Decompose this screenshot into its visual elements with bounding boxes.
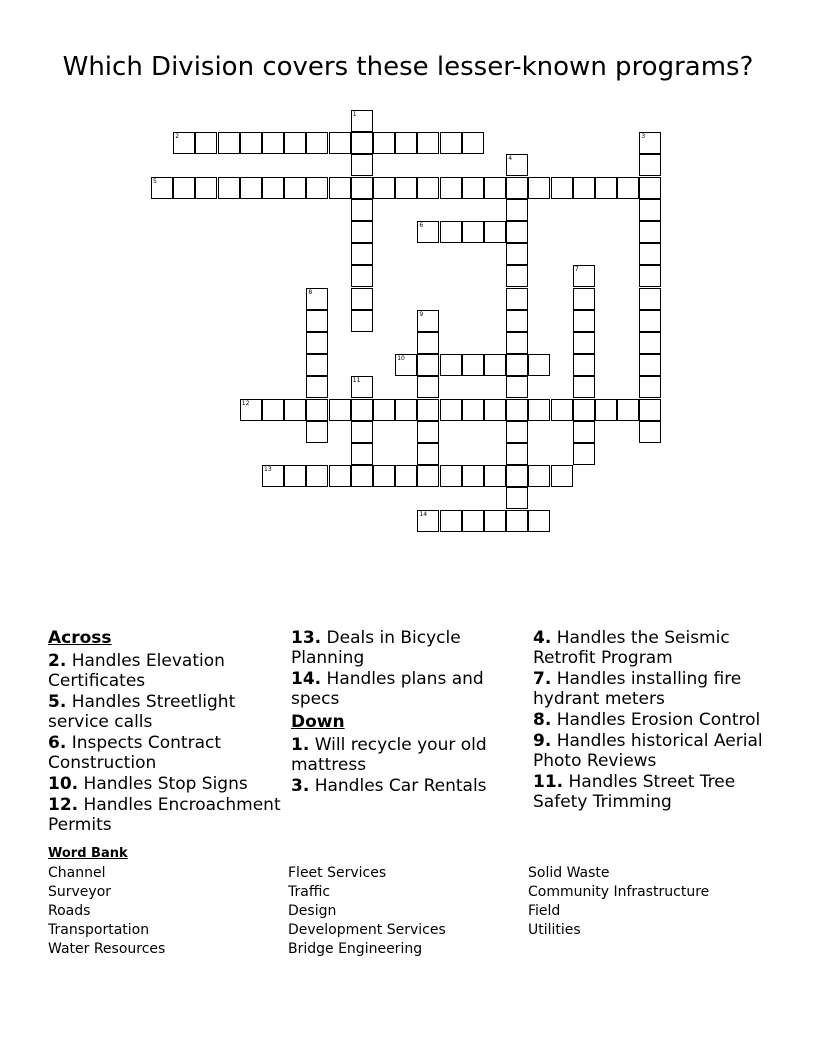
grid-cell[interactable] [351, 177, 373, 199]
clue-across-6: 6. Inspects Contract Construction [48, 733, 222, 773]
clue-across-5: 5. Handles Streetlight service calls [48, 692, 236, 732]
grid-cell[interactable] [417, 221, 439, 243]
grid-cell[interactable] [639, 332, 661, 354]
grid-cell[interactable] [639, 199, 661, 221]
grid-cell[interactable] [329, 465, 351, 487]
down-heading: Down [291, 712, 345, 732]
word-bank-item: Utilities [528, 922, 581, 938]
grid-cell[interactable] [306, 288, 328, 310]
grid-cell[interactable] [484, 399, 506, 421]
clue-number-8: 8 [308, 288, 313, 296]
clue-across-12: 12. Handles Encroachment Permits [48, 795, 281, 835]
clue-down-4: 4. Handles the Seismic Retrofit Program [533, 628, 730, 668]
grid-cell[interactable] [417, 132, 439, 154]
grid-cell[interactable] [528, 354, 550, 376]
grid-cell[interactable] [506, 332, 528, 354]
grid-cell[interactable] [395, 177, 417, 199]
grid-cell[interactable] [395, 465, 417, 487]
word-bank-item: Roads [48, 903, 91, 919]
word-bank-item: Design [288, 903, 337, 919]
grid-cell[interactable] [151, 177, 173, 199]
grid-cell[interactable] [639, 132, 661, 154]
grid-cell[interactable] [240, 132, 262, 154]
grid-cell[interactable] [617, 177, 639, 199]
grid-cell[interactable] [240, 177, 262, 199]
grid-cell[interactable] [506, 265, 528, 287]
clue-across-10: 10. Handles Stop Signs [48, 774, 248, 794]
word-bank-item: Bridge Engineering [288, 941, 423, 957]
grid-cell[interactable] [373, 132, 395, 154]
grid-cell[interactable] [595, 399, 617, 421]
grid-cell[interactable] [329, 399, 351, 421]
grid-cell[interactable] [639, 221, 661, 243]
clue-number-6: 6 [419, 222, 424, 229]
grid-cell[interactable] [440, 465, 462, 487]
grid-cell[interactable] [573, 421, 595, 443]
word-bank-item: Fleet Services [288, 865, 387, 881]
clue-down-7: 7. Handles installing fire hydrant meters [533, 669, 742, 709]
grid-cell[interactable] [617, 399, 639, 421]
grid-cell[interactable] [506, 243, 528, 265]
grid-cell[interactable] [440, 177, 462, 199]
clue-across-13: 13. Deals in Bicycle Planning [291, 628, 461, 668]
word-bank-column-1 [48, 864, 165, 959]
clue-down-11: 11. Handles Street Tree Safety Trimming [533, 772, 736, 812]
clue-number-10: 10 [397, 355, 405, 363]
grid-cell[interactable] [462, 465, 484, 487]
grid-cell[interactable] [351, 288, 373, 310]
grid-cell[interactable] [417, 354, 439, 376]
grid-cell[interactable] [351, 376, 373, 398]
grid-cell[interactable] [195, 132, 217, 154]
grid-cell[interactable] [551, 177, 573, 199]
grid-cell[interactable] [351, 221, 373, 243]
clue-number-5: 5 [153, 177, 157, 185]
grid-cell[interactable] [462, 399, 484, 421]
grid-cell[interactable] [306, 332, 328, 354]
grid-cell[interactable] [528, 399, 550, 421]
grid-cell[interactable] [440, 221, 462, 243]
word-bank-item: Channel [48, 865, 106, 881]
clue-number-3: 3 [641, 133, 646, 141]
grid-cell[interactable] [417, 510, 439, 532]
grid-cell[interactable] [351, 443, 373, 465]
grid-cell[interactable] [462, 177, 484, 199]
grid-cell[interactable] [462, 221, 484, 243]
grid-cell[interactable] [329, 177, 351, 199]
grid-cell[interactable] [506, 376, 528, 398]
grid-cell[interactable] [306, 132, 328, 154]
grid-cell[interactable] [484, 354, 506, 376]
grid-cell[interactable] [373, 177, 395, 199]
grid-cell[interactable] [173, 177, 195, 199]
grid-cell[interactable] [195, 177, 217, 199]
grid-cell[interactable] [173, 132, 195, 154]
clue-column-3 [533, 628, 768, 813]
clue-down-9: 9. Handles historical Aerial Photo Reviews [533, 731, 763, 771]
grid-cell[interactable] [284, 465, 306, 487]
grid-cell[interactable] [395, 354, 417, 376]
grid-cell[interactable] [506, 443, 528, 465]
grid-cell[interactable] [351, 399, 373, 421]
clue-across-14: 14. Handles plans and specs [291, 669, 484, 709]
grid-cell[interactable] [417, 177, 439, 199]
grid-cell[interactable] [506, 199, 528, 221]
grid-cell[interactable] [351, 154, 373, 176]
grid-cell[interactable] [506, 154, 528, 176]
clue-number-1: 1 [352, 111, 357, 118]
grid-cell[interactable] [573, 310, 595, 332]
grid-cell[interactable] [284, 132, 306, 154]
grid-cell[interactable] [440, 132, 462, 154]
grid-cell[interactable] [639, 421, 661, 443]
grid-cell[interactable] [506, 465, 528, 487]
grid-cell[interactable] [506, 221, 528, 243]
word-bank-item: Field [528, 903, 561, 919]
grid-cell[interactable] [528, 510, 550, 532]
word-bank-title: Word Bank [48, 846, 128, 861]
word-bank-item: Traffic [288, 884, 331, 900]
grid-cell[interactable] [506, 310, 528, 332]
grid-cell[interactable] [284, 399, 306, 421]
grid-cell[interactable] [306, 310, 328, 332]
grid-cell[interactable] [417, 332, 439, 354]
grid-cell[interactable] [639, 310, 661, 332]
grid-cell[interactable] [351, 310, 373, 332]
grid-cell[interactable] [506, 510, 528, 532]
grid-cell[interactable] [506, 288, 528, 310]
grid-cell[interactable] [573, 177, 595, 199]
grid-cell[interactable] [262, 177, 284, 199]
grid-cell[interactable] [639, 265, 661, 287]
grid-cell[interactable] [551, 465, 573, 487]
grid-cell[interactable] [639, 154, 661, 176]
grid-cell[interactable] [506, 421, 528, 443]
clue-across-2: 2. Handles Elevation Certificates [48, 651, 225, 691]
grid-cell[interactable] [417, 421, 439, 443]
grid-cell[interactable] [306, 465, 328, 487]
grid-cell[interactable] [306, 399, 328, 421]
grid-cell[interactable] [351, 243, 373, 265]
grid-cell[interactable] [329, 132, 351, 154]
word-bank-item: Development Services [288, 922, 446, 938]
grid-cell[interactable] [506, 487, 528, 509]
word-bank-item: Surveyor [48, 884, 112, 900]
clue-column-1 [48, 628, 283, 836]
word-bank-item: Solid Waste [528, 865, 610, 881]
clue-number-11: 11 [352, 377, 361, 385]
clue-number-4: 4 [508, 155, 513, 163]
grid-cell[interactable] [240, 399, 262, 421]
grid-cell[interactable] [218, 177, 240, 199]
grid-cell[interactable] [373, 465, 395, 487]
grid-cell[interactable] [484, 177, 506, 199]
grid-cell[interactable] [506, 399, 528, 421]
clue-number-2: 2 [175, 133, 180, 141]
grid-cell[interactable] [395, 399, 417, 421]
grid-cell[interactable] [306, 177, 328, 199]
grid-cell[interactable] [417, 465, 439, 487]
clue-number-13: 13 [264, 466, 272, 474]
grid-cell[interactable] [639, 288, 661, 310]
clue-down-8: 8. Handles Erosion Control [533, 710, 761, 730]
grid-cell[interactable] [573, 332, 595, 354]
grid-cell[interactable] [639, 354, 661, 376]
grid-cell[interactable] [639, 177, 661, 199]
grid-cell[interactable] [440, 510, 462, 532]
grid-cell[interactable] [218, 132, 240, 154]
clue-down-3: 3. Handles Car Rentals [291, 776, 487, 796]
clue-number-9: 9 [419, 310, 424, 318]
grid-cell[interactable] [573, 265, 595, 287]
word-bank-item: Transportation [48, 922, 150, 938]
grid-cell[interactable] [284, 177, 306, 199]
grid-cell[interactable] [373, 399, 395, 421]
grid-cell[interactable] [573, 443, 595, 465]
clue-column-2 [291, 628, 526, 797]
clue-down-1: 1. Will recycle your old mattress [291, 735, 487, 775]
grid-cell[interactable] [639, 399, 661, 421]
grid-cell[interactable] [351, 199, 373, 221]
word-bank-column-3 [528, 864, 709, 940]
grid-cell[interactable] [462, 354, 484, 376]
grid-cell[interactable] [639, 376, 661, 398]
grid-cell[interactable] [306, 421, 328, 443]
page-title: Which Division covers these lesser-known programs? [62, 52, 754, 82]
grid-cell[interactable] [262, 132, 284, 154]
grid-cell[interactable] [306, 376, 328, 398]
grid-cell[interactable] [528, 177, 550, 199]
grid-cell[interactable] [462, 132, 484, 154]
grid-cell[interactable] [351, 465, 373, 487]
word-bank-item: Water Resources [48, 941, 166, 957]
grid-cell[interactable] [351, 421, 373, 443]
grid-cell[interactable] [484, 221, 506, 243]
grid-cell[interactable] [351, 265, 373, 287]
clue-number-7: 7 [574, 266, 579, 274]
grid-cell[interactable] [528, 465, 550, 487]
grid-cell[interactable] [417, 443, 439, 465]
grid-cell[interactable] [573, 399, 595, 421]
grid-cell[interactable] [440, 354, 462, 376]
grid-cell[interactable] [417, 376, 439, 398]
grid-cell[interactable] [506, 177, 528, 199]
clue-number-12: 12 [241, 399, 250, 407]
grid-cell[interactable] [506, 354, 528, 376]
grid-cell[interactable] [306, 354, 328, 376]
grid-cell[interactable] [262, 465, 284, 487]
grid-cell[interactable] [440, 399, 462, 421]
grid-cell[interactable] [573, 354, 595, 376]
grid-cell[interactable] [573, 376, 595, 398]
grid-cell[interactable] [351, 110, 373, 132]
grid-cell[interactable] [262, 399, 284, 421]
grid-cell[interactable] [573, 288, 595, 310]
grid-cell[interactable] [595, 177, 617, 199]
word-bank-item: Community Infrastructure [528, 884, 710, 900]
clue-number-14: 14 [419, 510, 428, 518]
word-bank-column-2 [288, 864, 446, 959]
grid-cell[interactable] [551, 399, 573, 421]
grid-cell[interactable] [462, 510, 484, 532]
grid-cell[interactable] [484, 510, 506, 532]
grid-cell[interactable] [639, 243, 661, 265]
grid-cell[interactable] [417, 310, 439, 332]
across-heading: Across [48, 628, 112, 648]
grid-cell[interactable] [395, 132, 417, 154]
grid-cell[interactable] [484, 465, 506, 487]
grid-cell[interactable] [417, 399, 439, 421]
grid-cell[interactable] [351, 132, 373, 154]
